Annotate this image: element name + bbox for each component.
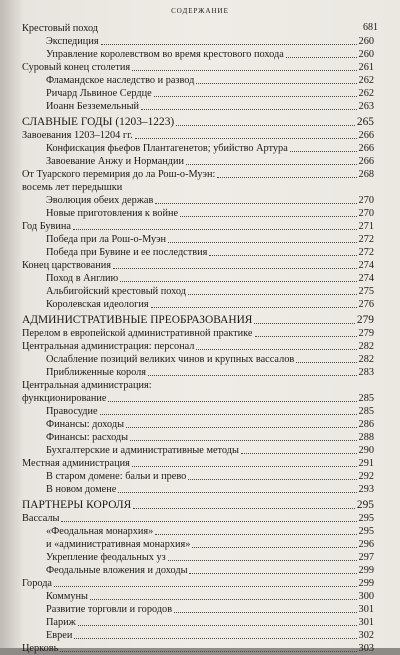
toc-entry-page: 282 [358, 354, 374, 365]
leader-dots [120, 281, 356, 282]
toc-entry-page: 303 [358, 643, 374, 654]
leader-dots [188, 294, 357, 295]
toc-entry-title: Города [22, 578, 53, 589]
toc-entry [22, 616, 374, 629]
leader-dots [241, 453, 357, 454]
toc-entry [22, 233, 374, 246]
toc-entry [22, 327, 374, 340]
toc-entry [22, 272, 374, 285]
toc-entry-title: Завоевание Анжу и Нормандии [46, 156, 185, 167]
toc-entry [22, 168, 374, 181]
leader-dots [154, 96, 357, 97]
leader-dots [135, 138, 357, 139]
toc-entry-page: 299 [358, 578, 374, 589]
toc-entry [22, 207, 374, 220]
toc-entry-title: Новые приготовления к войне [46, 208, 179, 219]
toc-entry-page: 295 [358, 513, 374, 524]
toc-entry-title: Центральная администрация: [22, 380, 152, 391]
toc-entry [22, 629, 374, 642]
toc-entry [22, 61, 374, 74]
toc-entry-title: восемь лет передышки [22, 182, 123, 193]
leader-dots [141, 109, 356, 110]
leader-dots [54, 586, 357, 587]
toc-entry [22, 525, 374, 538]
toc-entry-page: 266 [358, 156, 374, 167]
toc-entry-title: Бухгалтерские и административные методы [46, 445, 239, 456]
toc-entry-page: 282 [358, 341, 374, 352]
toc-entry-title: Развитие торговли и городов [46, 604, 173, 615]
toc-entry-title: Эволюция обеих держав [46, 195, 154, 206]
leader-dots [176, 125, 355, 126]
leader-dots [155, 534, 356, 535]
leader-dots [118, 492, 356, 493]
toc-entry-title: Крестовый поход [22, 23, 99, 34]
toc-entry-page: 270 [358, 195, 374, 206]
toc-entry-page: 266 [358, 130, 374, 141]
toc-entry-title: Королевская идеология [46, 299, 149, 310]
toc-entry [22, 340, 374, 353]
leader-dots [61, 521, 356, 522]
toc-entry [22, 392, 374, 405]
toc-entry [22, 246, 374, 259]
toc-entry-page: 274 [358, 260, 374, 271]
toc-entry [22, 457, 374, 470]
toc-entry-page: 299 [358, 565, 374, 576]
toc-entry-page: 260 [358, 49, 374, 60]
toc-entry-title: Конец царствования [22, 260, 111, 271]
toc-entry-title: Париж [46, 617, 76, 628]
toc-entry [22, 418, 374, 431]
toc-entry [22, 470, 374, 483]
toc-entry-page: 260 [358, 36, 374, 47]
toc-entry [22, 483, 374, 496]
leader-dots [168, 242, 356, 243]
toc-entry [22, 366, 374, 379]
toc-entry-page: 285 [358, 393, 374, 404]
toc-entry-title: Коммуны [46, 591, 88, 602]
toc-entry [22, 87, 374, 100]
toc-entry-title: Правосудие [46, 406, 98, 417]
toc-entry [22, 194, 374, 207]
leader-dots [180, 216, 357, 217]
toc-entry [22, 22, 374, 35]
leader-dots [78, 625, 357, 626]
toc-entry-title: Евреи [46, 630, 73, 641]
leader-dots [168, 560, 357, 561]
leader-dots [209, 255, 356, 256]
leader-dots [286, 57, 357, 58]
toc-entry [22, 48, 374, 61]
toc-entry-page: 268 [358, 169, 374, 180]
toc-entry [22, 100, 374, 113]
toc-entry [22, 512, 374, 525]
toc-entry [22, 298, 374, 311]
leader-dots [254, 323, 355, 324]
toc-entry-page: 290 [358, 445, 374, 456]
toc-entry-page: 279 [358, 328, 374, 339]
leader-dots [188, 479, 356, 480]
toc-entry-page: 266 [358, 143, 374, 154]
toc-entry-title: Перелом в европейской административной практике [22, 328, 253, 339]
toc-entry [22, 499, 374, 512]
toc-entry-page: 279 [356, 314, 374, 326]
toc-entry [22, 142, 374, 155]
toc-entry-page: 302 [358, 630, 374, 641]
toc-entry-page: 272 [358, 247, 374, 258]
toc-entry-title: Финансы: расходы [46, 432, 129, 443]
toc-entry [22, 431, 374, 444]
toc-entry [22, 353, 374, 366]
page-number: 681 [363, 22, 378, 33]
toc-entry-page: 263 [358, 101, 374, 112]
toc-entry-title: Центральная администрация: персонал [22, 341, 195, 352]
toc-entry-page: 283 [358, 367, 374, 378]
toc-entry-page: 295 [358, 526, 374, 537]
toc-entry-page: 297 [358, 552, 374, 563]
leader-dots [130, 440, 356, 441]
toc-entry [22, 181, 374, 194]
toc-entry [22, 35, 374, 48]
leader-dots [100, 414, 357, 415]
toc-entry-title: СЛАВНЫЕ ГОДЫ (1203–1223) [22, 116, 175, 128]
toc-entry-title: В старом домене: бальи и прево [46, 471, 187, 482]
toc-entry-title: Вассалы [22, 513, 60, 524]
toc-entry-page: 270 [358, 208, 374, 219]
toc-entry-title: Управление королевством во время крестового похода [46, 49, 284, 60]
leader-dots [108, 401, 356, 402]
leader-dots [101, 44, 357, 45]
leader-dots [296, 362, 356, 363]
toc-entry-title: Победа при ла Рош-о-Муэн [46, 234, 167, 245]
leader-dots [290, 151, 357, 152]
toc-entry-page: 291 [358, 458, 374, 469]
toc-entry [22, 129, 374, 142]
toc-entry [22, 220, 374, 233]
toc-entry [22, 285, 374, 298]
toc-entry [22, 564, 374, 577]
leader-dots [74, 638, 356, 639]
leader-dots [174, 612, 356, 613]
toc-entry-page: 262 [358, 75, 374, 86]
toc-entry-title: Победа при Бувине и ее последствия [46, 247, 208, 258]
leader-dots [189, 573, 356, 574]
toc-entry-title: функционирование [22, 393, 107, 404]
toc-entry-title: Завоевания 1203–1204 гг. [22, 130, 133, 141]
leader-dots [90, 599, 357, 600]
toc-entry-page: 300 [358, 591, 374, 602]
toc-entry [22, 155, 374, 168]
toc-entry-title: АДМИНИСТРАТИВНЫЕ ПРЕОБРАЗОВАНИЯ [22, 314, 253, 326]
leader-dots [192, 547, 356, 548]
toc-entry-page: 301 [358, 617, 374, 628]
toc-entry-page: 261 [358, 62, 374, 73]
toc-entry-page: 274 [358, 273, 374, 284]
toc-entry-title: Ричард Львиное Сердце [46, 88, 152, 99]
toc-entry-title: «Феодальная монархия» [46, 526, 154, 537]
leader-dots [133, 508, 355, 509]
toc-entry [22, 590, 374, 603]
toc-entry-title: Местная администрация [22, 458, 130, 469]
toc-entry-page: 272 [358, 234, 374, 245]
toc-entry-page: 296 [358, 539, 374, 550]
toc-entry-page: 288 [358, 432, 374, 443]
toc-entry [22, 314, 374, 327]
toc-entry [22, 577, 374, 590]
leader-dots [73, 229, 357, 230]
toc-entry [22, 444, 374, 457]
leader-dots [60, 651, 356, 652]
toc-entry-page: 292 [358, 471, 374, 482]
toc-entry-title: Финансы: доходы [46, 419, 125, 430]
toc-entry-page: 265 [356, 116, 374, 128]
toc-entry [22, 603, 374, 616]
toc-entry-title: Приближенные короля [46, 367, 147, 378]
running-head: СОДЕРЖАНИЕ [171, 7, 229, 15]
toc-entry-page: 275 [358, 286, 374, 297]
toc-entry-title: Суровый конец столетия [22, 62, 131, 73]
leader-dots [196, 349, 356, 350]
toc-entry-title: ПАРТНЕРЫ КОРОЛЯ [22, 499, 132, 511]
toc-entry [22, 379, 374, 392]
toc-entry-page: 262 [358, 88, 374, 99]
leader-dots [126, 427, 356, 428]
toc-entry [22, 538, 374, 551]
toc-entry-title: Альбигойский крестовый поход [46, 286, 186, 297]
toc-entry-title: Церковь [22, 643, 59, 654]
toc-entry-title: и «административная монархия» [46, 539, 191, 550]
leader-dots [132, 466, 357, 467]
toc-entry-page: 271 [358, 221, 374, 232]
leader-dots [196, 83, 356, 84]
toc-entry-title: В новом домене [46, 484, 117, 495]
toc-entry-page: 285 [358, 406, 374, 417]
toc-entry-title: Фламандское наследство и развод [46, 75, 195, 86]
toc-entry-title: Иоанн Безземельный [46, 101, 140, 112]
toc-entry-title: Ослабление позиций великих чинов и крупных вассалов [46, 354, 295, 365]
toc-entry [22, 259, 374, 272]
table-of-contents [22, 22, 374, 655]
leader-dots [186, 164, 356, 165]
toc-entry [22, 551, 374, 564]
leader-dots [217, 177, 356, 178]
leader-dots [155, 203, 356, 204]
toc-entry-title: От Туарского перемирия до ла Рош-о-Муэн: [22, 169, 216, 180]
toc-entry-title: Укрепление феодальных уз [46, 552, 166, 563]
leader-dots [132, 70, 356, 71]
leader-dots [148, 375, 357, 376]
toc-entry [22, 74, 374, 87]
toc-entry-title: Поход в Англию [46, 273, 119, 284]
toc-entry-title: Экспедиция [46, 36, 99, 47]
leader-dots [113, 268, 357, 269]
toc-entry-page: 286 [358, 419, 374, 430]
toc-entry-title: Год Бувина [22, 221, 71, 232]
toc-entry [22, 116, 374, 129]
toc-entry-page: 293 [358, 484, 374, 495]
toc-entry-title: Феодальные вложения и доходы [46, 565, 188, 576]
toc-entry [22, 642, 374, 655]
toc-entry [22, 405, 374, 418]
toc-entry-page: 295 [356, 499, 374, 511]
leader-dots [255, 336, 357, 337]
leader-dots [151, 307, 357, 308]
toc-entry-title: Конфискация фьефов Плантагенетов; убийство Артура [46, 143, 288, 154]
toc-entry-page: 301 [358, 604, 374, 615]
toc-entry-page: 276 [358, 299, 374, 310]
